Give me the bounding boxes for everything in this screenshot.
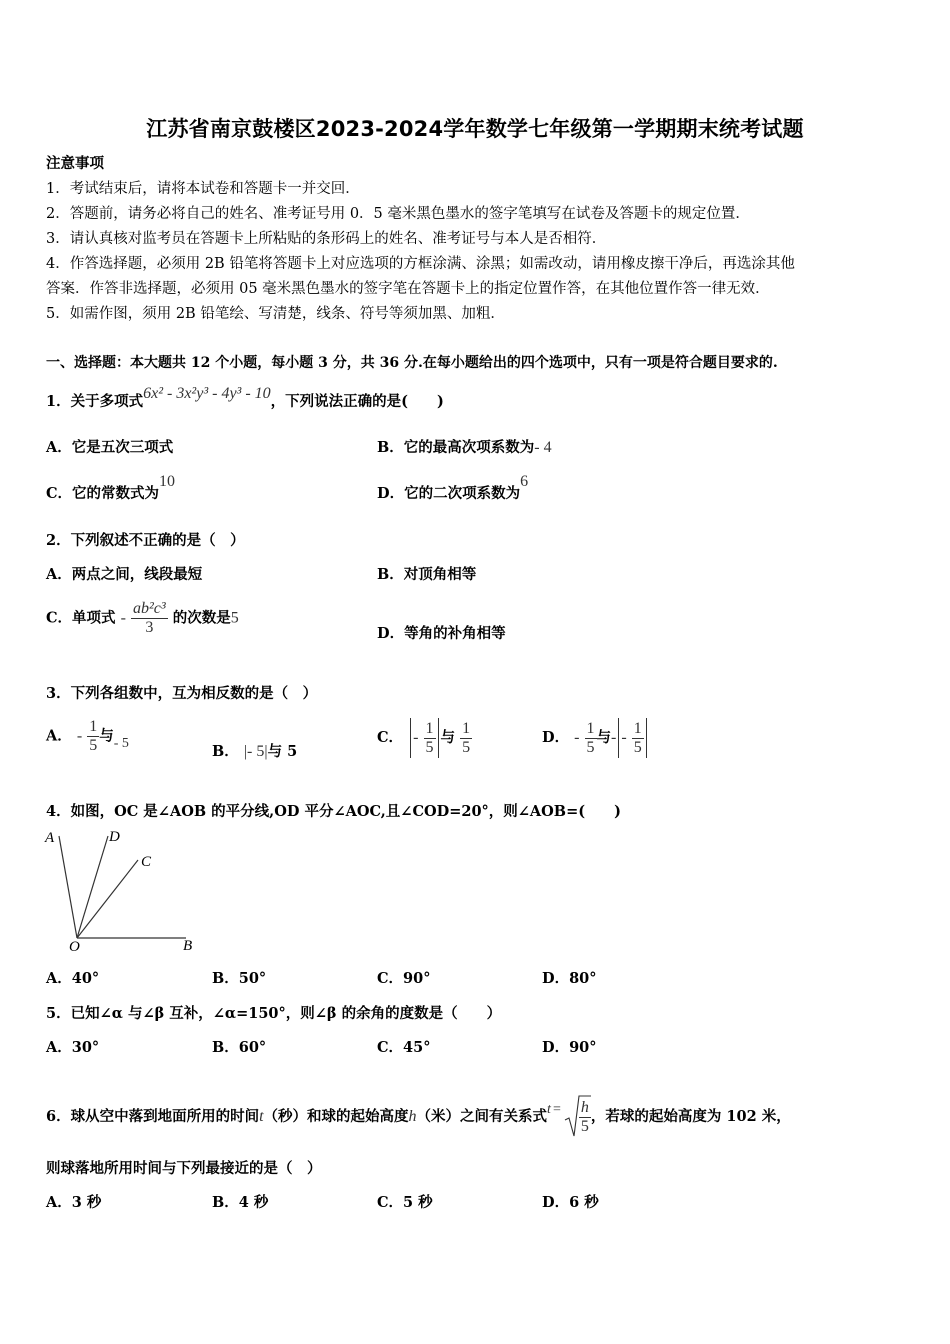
q2-option-d: D．等角的补角相等 (377, 625, 506, 642)
q3-option-a: A． - $\frac{1}{5}$ 与- 5 (46, 718, 129, 754)
q2-option-c: C．单项式 - $\frac{\text{ab²c³}}{3}$ 的次数是5 (46, 600, 239, 636)
q6-stem-cont: 则球落地所用时间与下列最接近的是（ ） (46, 1160, 322, 1177)
label-d: D (109, 829, 120, 845)
q6-option-c: C．5 秒 (377, 1194, 433, 1211)
q2-option-a: A．两点之间，线段最短 (46, 566, 203, 583)
section-heading: 一、选择题：本大题共 12 个小题，每小题 3 分，共 36 分.在每小题给出的四个选项中，只有一项是符合题目要求的. (46, 355, 778, 371)
q6-option-d: D．6 秒 (542, 1194, 599, 1211)
label-b: B (183, 938, 193, 954)
note-item-4: 4．作答选择题，必须用 2B 铅笔将答题卡上对应选项的方框涂满、涂黑；如需改动，请用橡皮擦干净后，再选涂其他 (46, 256, 795, 272)
q6-option-a: A．3 秒 (46, 1194, 102, 1211)
q1-stem: 1．关于多项式6x² - 3x²y³ - 4y³ - 10，下列说法正确的是( ) (46, 385, 444, 410)
q4-option-b: B．50° (212, 970, 267, 987)
label-c: C (141, 854, 152, 870)
q4-option-d: D．80° (542, 970, 597, 987)
label-a: A (45, 830, 55, 846)
ray-oc (77, 860, 138, 938)
note-item-3: 3．请认真核对监考员在答题卡上所粘贴的条形码上的姓名、准考证号与本人是否相符． (46, 231, 607, 247)
ray-oa (59, 836, 77, 938)
ray-od (77, 836, 108, 938)
note-item-2: 2．答题前，请务必将自己的姓名、准考证号用 0．5 毫米黑色墨水的签字笔填写在试卷及答题卡的规定位置． (46, 206, 750, 222)
page-title: 江苏省南京鼓楼区2023-2024学年数学七年级第一学期期末统考试题 (146, 117, 804, 141)
q1-option-c: C．它的常数式为10 (46, 473, 176, 502)
note-item-4-cont: 答案．作答非选择题，必须用 05 毫米黑色墨水的签字笔在答题卡上的指定位置作答，在其他位置作答一律无效． (46, 281, 770, 297)
q3-option-c: C． - $\frac{1}{5}$ 与 $\frac{1}{5}$ (377, 718, 472, 758)
q4-stem: 4．如图，OC 是∠AOB 的平分线,OD 平分∠AOC,且∠COD=20°，则∠AOB=( ) (46, 803, 621, 820)
q6-stem: 6．球从空中落到地面所用的时间t（秒）和球的起始高度h（米）之间有关系式t = $\frac{h}{5}$ ，若球的起始高度为 102 米， (46, 1094, 791, 1140)
q5-option-c: C．45° (377, 1039, 431, 1056)
q1-option-b: B．它的最高次项系数为- 4 (377, 439, 552, 456)
q5-option-a: A．30° (46, 1039, 100, 1056)
q3-stem: 3．下列各组数中，互为相反数的是（ ） (46, 685, 318, 702)
q5-option-d: D．90° (542, 1039, 597, 1056)
q5-stem: 5．已知∠α 与∠β 互补，∠α=150°，则∠β 的余角的度数是（ ） (46, 1005, 502, 1022)
q2-fraction: $\frac{\text{ab²c³}}{3}$ (133, 600, 166, 636)
q1-expression: 6x² - 3x²y³ - 4y³ - 10 (143, 385, 271, 402)
q4-angle-figure (40, 824, 210, 954)
q2-option-b: B．对顶角相等 (377, 566, 477, 583)
q3-option-b: B． |- 5|与 5 (212, 743, 298, 760)
q6-option-b: B．4 秒 (212, 1194, 269, 1211)
q2-stem: 2．下列叙述不正确的是（ ） (46, 532, 245, 549)
q4-option-c: C．90° (377, 970, 431, 987)
q5-option-b: B．60° (212, 1039, 267, 1056)
q1-option-d: D．它的二次项系数为6 (377, 473, 529, 502)
note-item-5: 5．如需作图，须用 2B 铅笔绘、写清楚，线条、符号等须加黑、加粗． (46, 306, 505, 322)
q1-option-a: A．它是五次三项式 (46, 439, 174, 456)
q4-option-a: A．40° (46, 970, 100, 987)
notes-heading: 注意事项 (46, 155, 104, 172)
label-o: O (69, 939, 80, 954)
note-item-1: 1．考试结束后，请将本试卷和答题卡一并交回． (46, 181, 360, 197)
q3-option-d: D． - $\frac{1}{5}$ 与- - $\frac{1}{5}$ (542, 718, 649, 758)
